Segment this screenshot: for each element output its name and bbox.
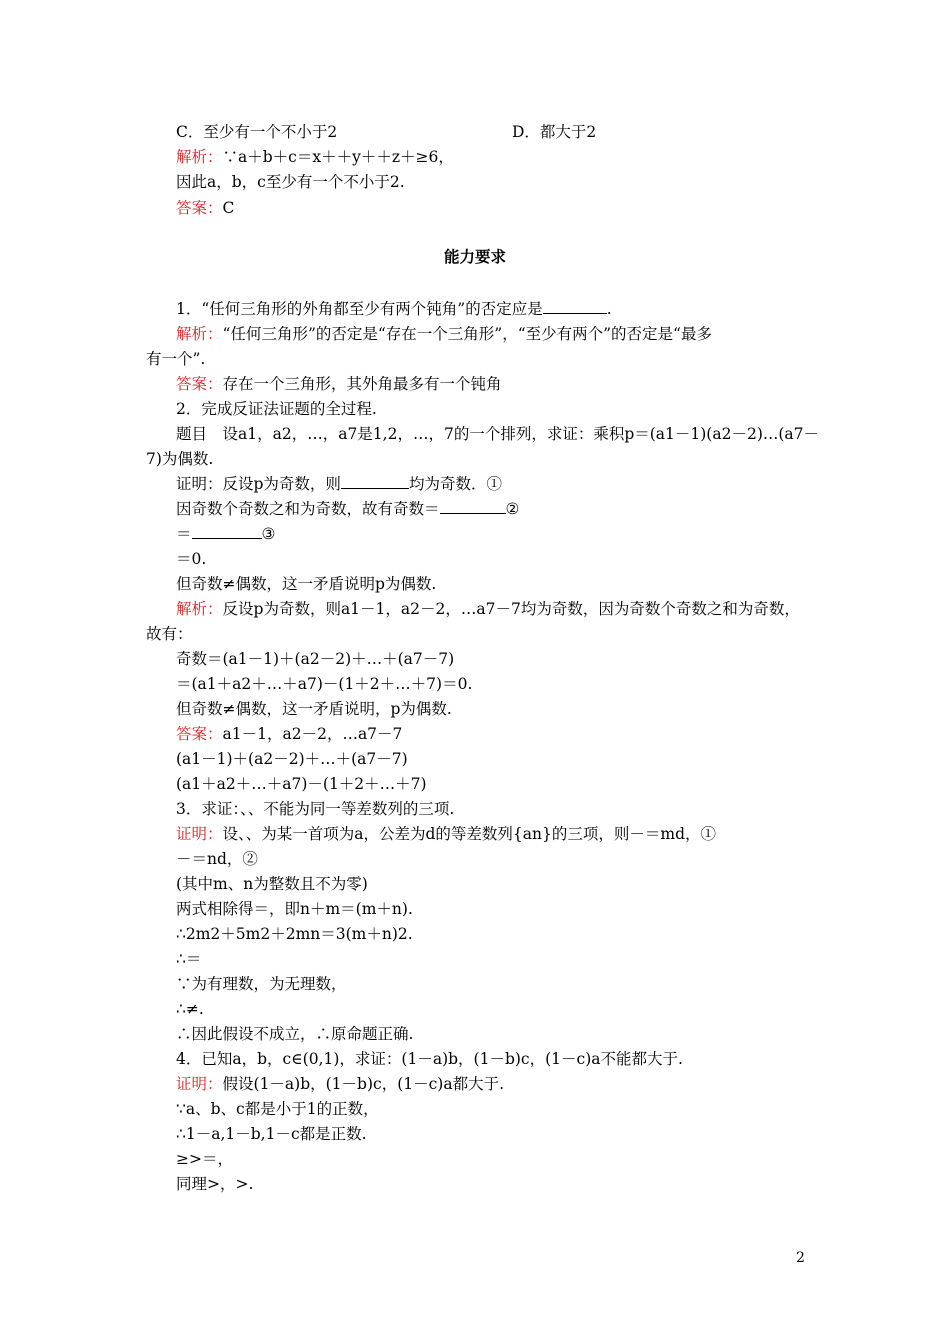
q2-proof-3 xyxy=(176,523,275,545)
analysis-text: ∵a＋b＋c＝x＋＋y＋＋z＋≥6， xyxy=(222,148,454,166)
q2-answer-2: (a1－1)＋(a2－2)＋…＋(a7－7) xyxy=(176,750,408,768)
q1-stem-text: 1．“任何三角形的外角都至少有两个钝角”的否定应是 xyxy=(176,300,543,318)
q2-blank-3 xyxy=(192,524,262,539)
q3-proof-text: 设、、为某一首项为a，公差为d的等差数列{an}的三项，则－＝md，① xyxy=(222,825,716,843)
q2-blank-1 xyxy=(341,474,409,489)
q1-analysis-label: 解析： xyxy=(176,325,223,343)
q3-proof-7: ∵为有理数，为无理数， xyxy=(176,975,347,993)
top-answer-line xyxy=(176,197,234,219)
q2-proof-1-text: 证明：反设p为奇数，则 xyxy=(176,475,341,493)
q2-analysis-2: 故有： xyxy=(146,625,193,643)
option-d: D．都大于2 xyxy=(512,123,597,141)
q2-title: 2．完成反证法证题的全过程. xyxy=(176,400,377,418)
q2-analysis-1 xyxy=(176,598,800,620)
q2-proof-4: ＝0. xyxy=(176,550,207,568)
q4-proof-label: 证明： xyxy=(176,1075,223,1093)
q1-stem-end: . xyxy=(606,300,612,318)
q2-proof-3-text: ＝ xyxy=(176,525,192,543)
q3-proof-8: ∴≠. xyxy=(176,1000,204,1018)
q4-proof-1 xyxy=(176,1073,504,1095)
q3-proof-1 xyxy=(176,823,716,845)
q3-stem: 3．求证：、、不能为同一等差数列的三项. xyxy=(176,800,455,818)
q2-stem-2: 7)为偶数. xyxy=(146,450,214,468)
q2-analysis-3: 奇数＝(a1－1)＋(a2－2)＋…＋(a7－7) xyxy=(176,650,455,668)
q2-answer-label: 答案： xyxy=(176,725,223,743)
section-title: 能力要求 xyxy=(443,248,506,266)
q2-proof-2-end: ② xyxy=(505,500,520,518)
q2-proof-1-end: 均为奇数．① xyxy=(408,475,502,493)
top-analysis-line xyxy=(176,146,454,168)
q4-proof-2: ∵a、b、c都是小于1的正数， xyxy=(176,1100,379,1118)
q3-proof-label: 证明： xyxy=(176,825,223,843)
q1-blank xyxy=(543,299,607,314)
q3-proof-5: ∴2m2＋5m2＋2mn＝3(m＋n)2. xyxy=(176,925,413,943)
q2-proof-2 xyxy=(176,498,519,520)
analysis-label: 解析： xyxy=(176,148,223,166)
q2-analysis-text: 反设p为奇数，则a1－1，a2－2，…a7－7均为奇数，因为奇数个奇数之和为奇数， xyxy=(222,600,800,618)
q3-proof-2: －＝nd，② xyxy=(176,850,258,868)
q4-proof-4: ≥>＝， xyxy=(176,1150,233,1168)
q1-stem xyxy=(176,298,612,320)
q4-proof-5: 同理>，>. xyxy=(176,1175,254,1193)
answer-text: C xyxy=(222,199,235,217)
q4-proof-3: ∴1－a,1－b,1－c都是正数. xyxy=(176,1125,367,1143)
q2-answer-text: a1－1，a2－2，…a7－7 xyxy=(222,725,403,743)
page-number: 2 xyxy=(796,1250,805,1266)
q1-answer-label: 答案： xyxy=(176,375,223,393)
q1-analysis-line-2: 有一个”. xyxy=(146,350,206,368)
option-c: C．至少有一个不小于2 xyxy=(176,123,338,141)
q2-analysis-label: 解析： xyxy=(176,600,223,618)
q2-proof-1 xyxy=(176,473,502,495)
q3-proof-4: 两式相除得＝，即n＋m＝(m＋n). xyxy=(176,900,413,918)
q2-stem-1: 题目 设a1，a2，…，a7是1,2，…，7的一个排列，求证：乘积p＝(a1－1)(a2－2)…(a7－ xyxy=(176,425,820,443)
answer-label: 答案： xyxy=(176,199,223,217)
q3-proof-6: ∴＝ xyxy=(176,950,202,968)
q3-proof-3: (其中m、n为整数且不为零) xyxy=(176,875,368,893)
q2-blank-2 xyxy=(440,499,506,514)
q2-proof-2-text: 因奇数个奇数之和为奇数，故有奇数＝ xyxy=(176,500,440,518)
q1-analysis-line-1 xyxy=(176,323,712,345)
q2-analysis-5: 但奇数≠偶数，这一矛盾说明，p为偶数. xyxy=(176,700,452,718)
q1-answer-text: 存在一个三角形，其外角最多有一个钝角 xyxy=(222,375,502,393)
q2-answer-1 xyxy=(176,723,402,745)
q2-answer-3: (a1＋a2＋…＋a7)－(1＋2＋…＋7) xyxy=(176,775,427,793)
q3-proof-9: ∴因此假设不成立，∴原命题正确. xyxy=(176,1025,414,1043)
top-conclusion: 因此a，b，c至少有一个不小于2. xyxy=(176,173,405,191)
q1-answer-line xyxy=(176,373,502,395)
q4-proof-text: 假设(1－a)b，(1－b)c，(1－c)a都大于. xyxy=(222,1075,504,1093)
q2-proof-5: 但奇数≠偶数，这一矛盾说明p为偶数. xyxy=(176,575,437,593)
q1-analysis-text: “任何三角形”的否定是“存在一个三角形”，“至少有两个”的否定是“最多 xyxy=(222,325,712,343)
q4-stem: 4．已知a，b，c∈(0,1)，求证：(1－a)b，(1－b)c，(1－c)a不能都大于. xyxy=(176,1050,683,1068)
q2-proof-3-end: ③ xyxy=(261,525,276,543)
q2-analysis-4: ＝(a1＋a2＋…＋a7)－(1＋2＋…＋7)＝0. xyxy=(176,675,473,693)
